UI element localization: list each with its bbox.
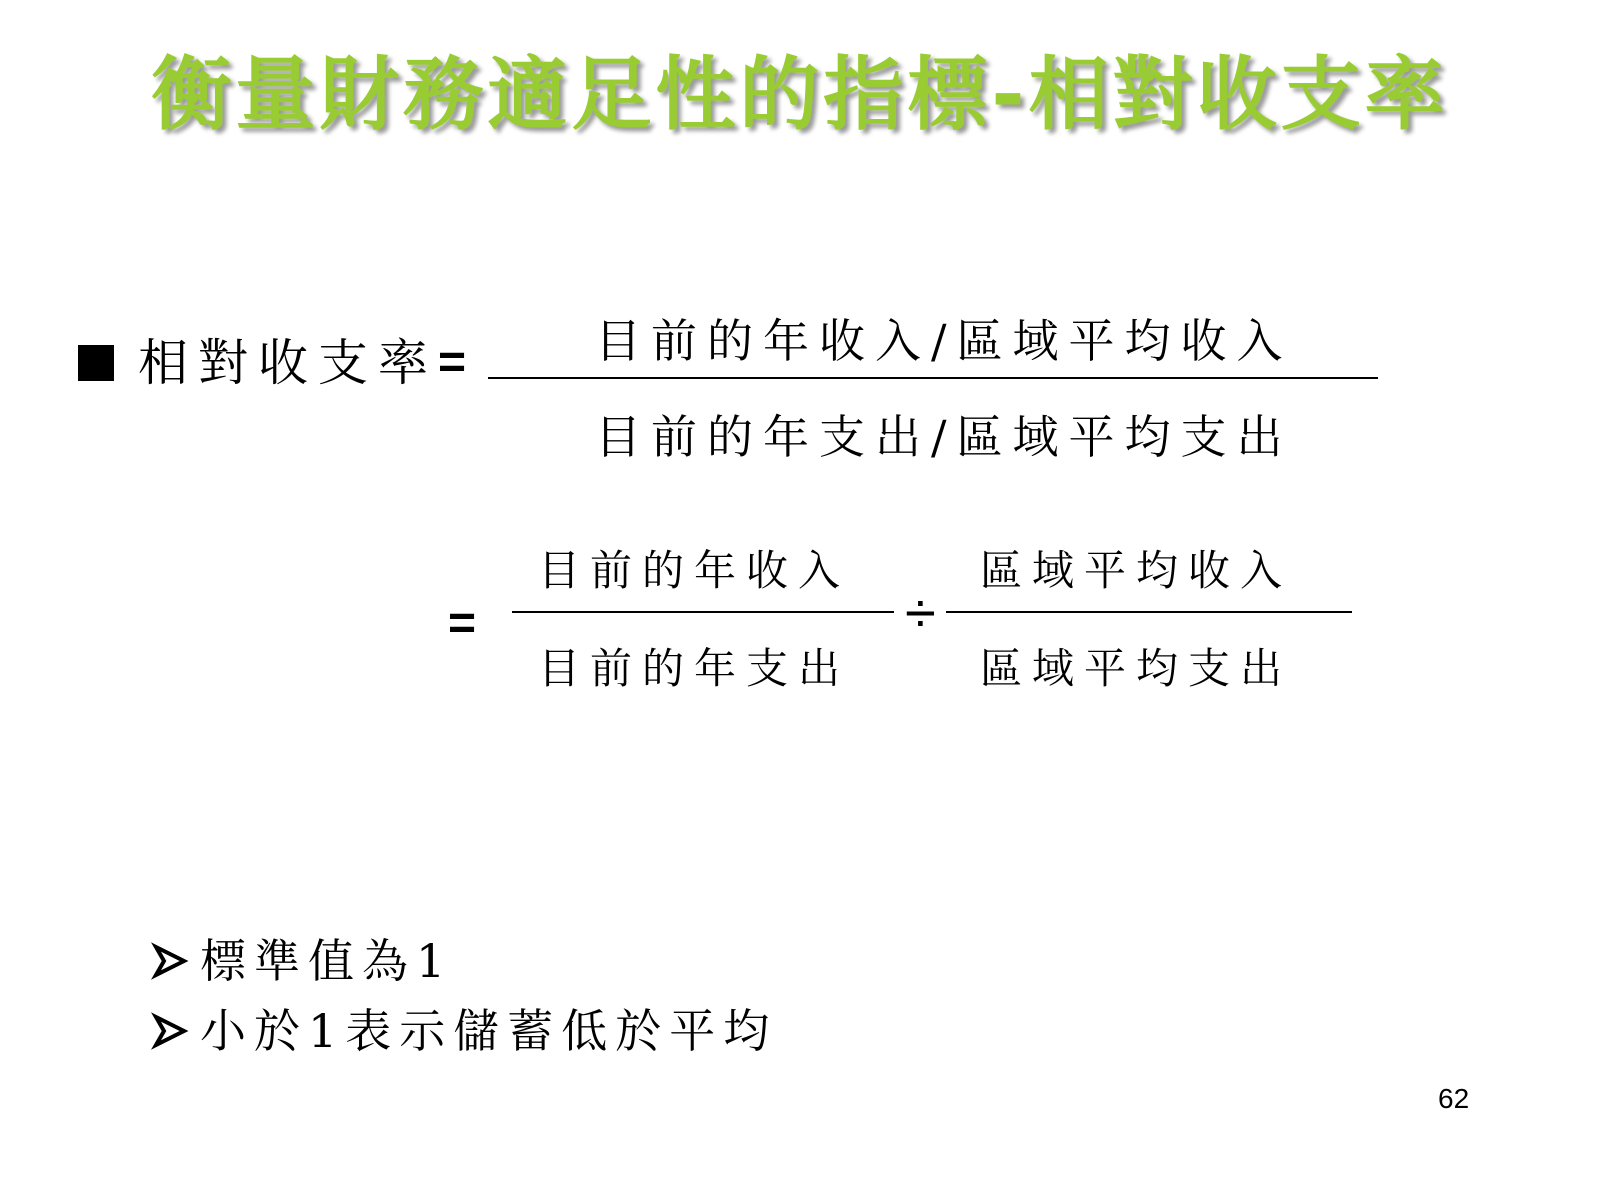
left-fraction-bar	[512, 611, 894, 613]
note-text: 小於1表示儲蓄低於平均	[200, 1004, 778, 1058]
page-number: 62	[1438, 1083, 1470, 1114]
fraction-bar	[488, 377, 1378, 379]
formula-lhs: 相對收支率	[138, 334, 438, 392]
right-denominator: 區域平均支出	[980, 644, 1293, 693]
divide-icon: ÷	[905, 581, 936, 644]
formula-main-row	[78, 334, 467, 392]
formula-denominator: 目前的年支出/區域平均支出	[595, 410, 1293, 464]
formula-numerator: 目前的年收入/區域平均收入	[595, 314, 1293, 368]
arrow-bullet-icon	[150, 941, 190, 981]
arrow-bullet-icon	[150, 1011, 190, 1051]
note-item	[150, 934, 454, 988]
right-fraction-bar	[946, 611, 1352, 613]
left-denominator: 目前的年支出	[538, 644, 851, 693]
left-numerator: 目前的年收入	[538, 546, 851, 595]
equals-sign-second: =	[448, 597, 477, 650]
right-numerator: 區域平均收入	[980, 546, 1293, 595]
slide-title: 衡量財務適足性的指標-相對收支率	[151, 48, 1449, 141]
note-text: 標準值為1	[200, 934, 454, 988]
equals-sign: =	[438, 336, 467, 389]
square-bullet-icon	[78, 345, 114, 381]
note-item	[150, 1004, 778, 1058]
